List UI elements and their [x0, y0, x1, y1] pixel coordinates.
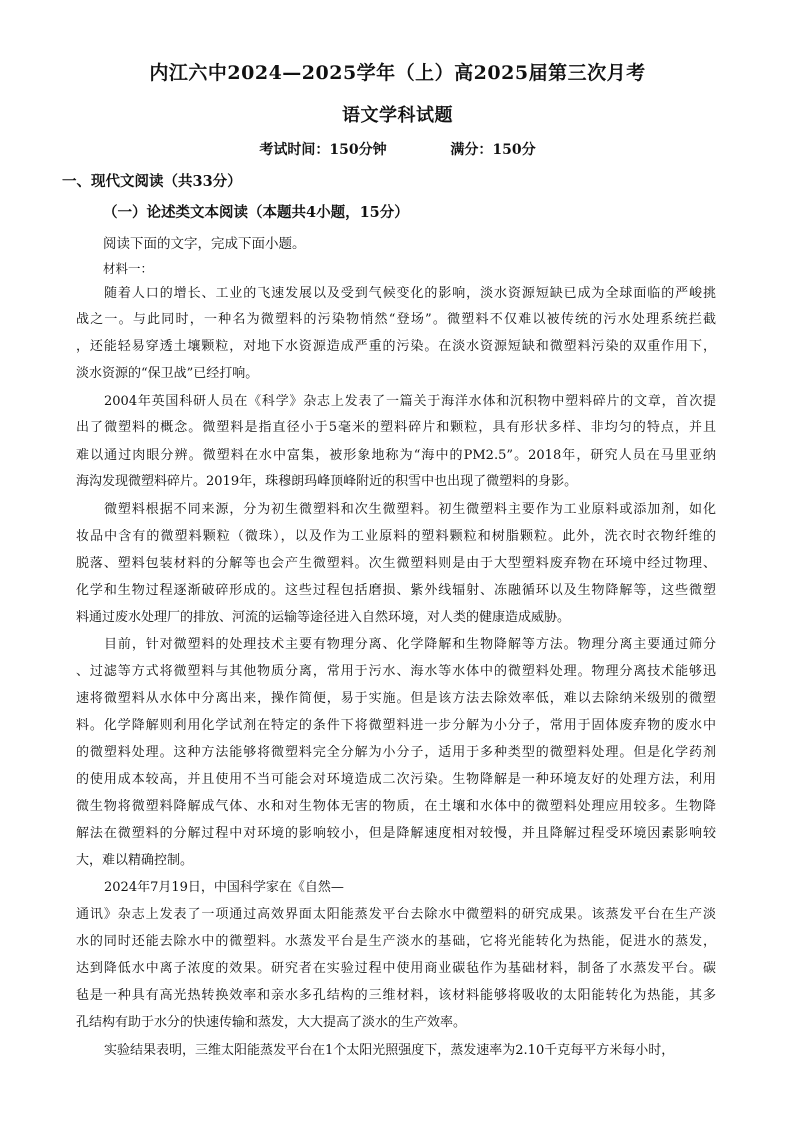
body-line: 难以通过肉眼分辨。微塑料在水中富集，被形象地称为“海中的PM2.5”。2018年，研究人员在马里亚纳: [76, 448, 716, 463]
body-line: 出了微塑料的概念。微塑料是指直径小于5毫米的塑料碎片和颗粒，具有形状多样、非均匀的特点，并且: [76, 420, 716, 435]
body-line: 的使用成本较高，并且使用不当可能会对环境造成二次污染。生物降解是一种环境友好的处理方法，利用: [76, 772, 716, 787]
body-line: 、过滤等方式将微塑料与其他物质分离，常用于污水、海水等水体中的微塑料处理。物理分离技术能够迅: [76, 664, 716, 679]
body-line: 料。化学降解则利用化学试剂在特定的条件下将微塑料进一步分解为小分子，常用于固体废弃物的废水中: [76, 718, 716, 733]
body-line: 料通过废水处理厂的排放、河流的运输等途径进入自然环境，对人类的健康造成威胁。: [76, 610, 571, 625]
instruction-text: 阅读下面的文字，完成下面小题。: [103, 236, 306, 252]
body-line: 水的同时还能去除水中的微塑料。水蒸发平台是生产淡水的基础，它将光能转化为热能，促进水的蒸发，: [76, 934, 716, 949]
body-line: 脱落、塑料包装材料的分解等也会产生微塑料。次生微塑料则是由于大型塑料废弃物在环境中经过物理、: [76, 556, 716, 571]
body-line: 战之一。与此同时，一种名为微塑料的污染物悄然“登场”。微塑料不仅难以被传统的污水处理系统拦截: [76, 312, 716, 327]
body-line: 微塑料根据不同来源，分为初生微塑料和次生微塑料。初生微塑料主要作为工业原料或添加剂，如化: [104, 502, 716, 517]
body-line: 化学和生物过程逐渐破碎形成的。这些过程包括磨损、紫外线辐射、冻融循环以及生物降解等，这些微塑: [76, 583, 716, 598]
body-line: 微生物将微塑料降解成气体、水和对生物体无害的物质，在土壤和水体中的微塑料处理应用较多。生物降: [76, 799, 716, 814]
exam-meta: [0, 139, 795, 159]
body-line: 海沟发现微塑料碎片。2019年，珠穆朗玛峰顶峰附近的积雪中也出现了微塑料的身影。: [76, 474, 578, 489]
section-heading: 一、现代文阅读（共33分）: [62, 173, 242, 190]
body-line: 孔结构有助于水分的快速传输和蒸发，大大提高了淡水的生产效率。: [76, 1015, 467, 1030]
body-line: 随着人口的增长、工业的飞速发展以及受到气候变化的影响，淡水资源短缺已成为全球面临的严峻挑: [104, 286, 716, 301]
body-line: 速将微塑料从水体中分离出来，操作简便，易于实施。但是该方法去除效率低，难以去除纳米级别的微塑: [76, 691, 716, 706]
body-line: 毡是一种具有高光热转换效率和亲水多孔结构的三维材料，该材料能够将吸收的太阳能转化为热能，其多: [76, 988, 716, 1003]
body-line: 2024年7月19日，中国科学家在《自然—: [104, 880, 344, 895]
body-line: ，还能轻易穿透土壤颗粒，对地下水资源造成严重的污染。在淡水资源短缺和微塑料污染的双重作用下，: [76, 339, 716, 354]
body-line: 淡水资源的“保卫战”已经打响。: [76, 366, 259, 381]
exam-time: 考试时间：150分钟: [259, 142, 387, 158]
exam-subtitle: 语文学科试题: [342, 105, 453, 126]
exam-title: 内江六中2024—2025学年（上）高2025届第三次月考: [149, 62, 646, 84]
body-line: 通讯》杂志上发表了一项通过高效界面太阳能蒸发平台去除水中微塑料的研究成果。该蒸发平台在生产淡: [76, 907, 716, 922]
body-line: 解法在微塑料的分解过程中对环境的影响较小，但是降解速度相对较慢，并且降解过程受环境因素影响较: [76, 826, 716, 841]
body-line: 实验结果表明，三维太阳能蒸发平台在1个太阳光照强度下，蒸发速率为2.10千克每平方米每小时，: [104, 1043, 675, 1058]
body-line: 大，难以精确控制。: [76, 853, 194, 868]
material-label: 材料一：: [103, 261, 154, 276]
body-line: 的微塑料处理。这种方法能够将微塑料完全分解为小分子，适用于多种类型的微塑料处理。但是化学药剂: [76, 745, 716, 760]
subsection-heading: （一）论述类文本阅读（本题共4小题，15分）: [103, 204, 409, 221]
full-score: 满分：150分: [450, 142, 536, 158]
body-line: 2004年英国科研人员在《科学》杂志上发表了一篇关于海洋水体和沉积物中塑料碎片的文章，首次提: [104, 394, 716, 409]
body-line: 目前，针对微塑料的处理技术主要有物理分离、化学降解和生物降解等方法。物理分离主要通过筛分: [104, 637, 716, 652]
body-line: 达到降低水中离子浓度的效果。研究者在实验过程中使用商业碳毡作为基础材料，制备了水蒸发平台。碳: [76, 961, 716, 976]
body-line: 妆品中含有的微塑料颗粒（微珠），以及作为工业原料的塑料颗粒和树脂颗粒。此外，洗衣时衣物纤维的: [76, 529, 716, 544]
